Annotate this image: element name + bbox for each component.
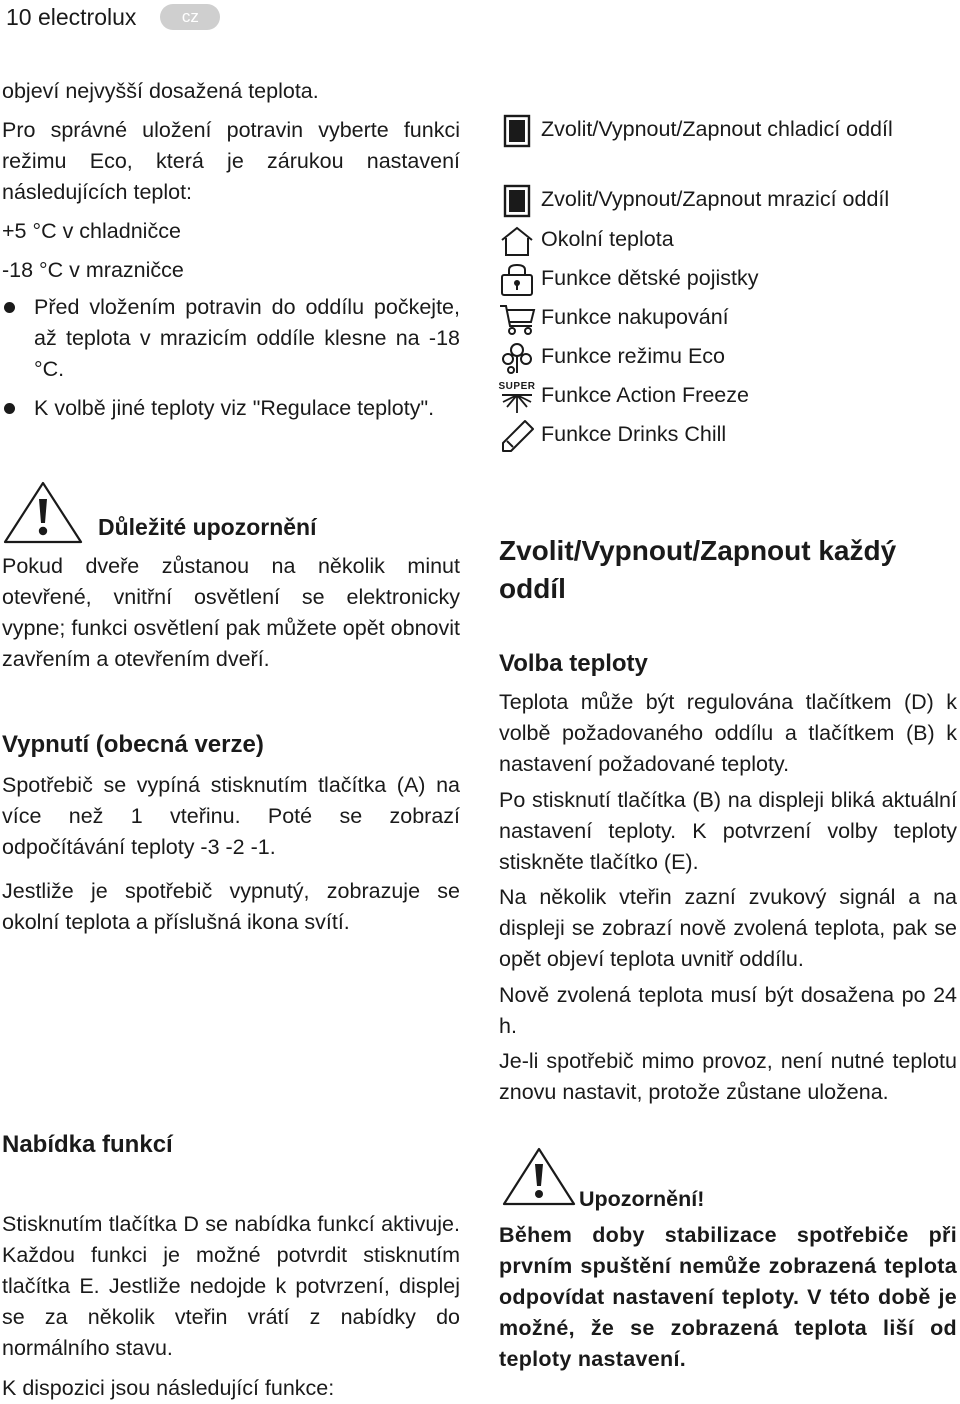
paragraph: Pro správné uložení potravin vyberte funkci režimu Eco, která je zárukou nastavení následujících teplot: — [2, 118, 460, 204]
paragraph: +5 °C v chladničce — [2, 219, 181, 243]
subsection-heading: Volba teploty — [499, 650, 648, 677]
warning-title: Důležité upozornění — [98, 514, 317, 540]
super-freeze-icon — [497, 380, 537, 414]
list-item-label: Okolní teplota — [541, 227, 674, 251]
list-item — [497, 224, 957, 258]
bullet-item: Před vložením potravin do oddílu počkejte, až teplota v mrazicím oddíle klesne na -18 °C. — [2, 292, 460, 385]
bullet-item: K volbě jiné teploty viz "Regulace teploty". — [2, 393, 460, 424]
paragraph: Je-li spotřebič mimo provoz, není nutné teplotu znovu nastavit, protože zůstane uložena. — [499, 1049, 957, 1104]
paragraph: Na několik vteřin zazní zvukový signál a na displeji se zobrazí nově zvolená teplota, pak se opět objeví teplota uvnitř oddílu. — [499, 885, 957, 971]
list-item — [497, 114, 957, 148]
list-item — [497, 302, 957, 336]
section-heading: Nabídka funkcí — [2, 1131, 173, 1158]
paragraph: Jestliže je spotřebič vypnutý, zobrazuje se okolní teplota a příslušná ikona svítí. — [2, 879, 460, 934]
list-item-label: Zvolit/Vypnout/Zapnout mrazicí oddíl — [541, 187, 890, 211]
warning-text: Pokud dveře zůstanou na několik minut otevřené, vnitřní osvětlení se elektronicky vypne; funkci osvětlení pak můžete opět obnovit zavřením a otevřením dveří. — [2, 554, 460, 671]
page-header — [6, 2, 220, 32]
page-number-label: 10 electrolux — [6, 3, 137, 30]
paragraph: -18 °C v mrazničce — [2, 258, 184, 282]
list-item-label: Funkce nakupování — [541, 305, 729, 329]
paragraph: Spotřebič se vypíná stisknutím tlačítka (A) na více než 1 vteřinu. Poté se zobrazí odpočítávání teploty -3 -2 -1. — [2, 773, 460, 859]
list-item-label: Funkce dětské pojistky — [541, 266, 759, 290]
paragraph: Nově zvolená teplota musí být dosažena po 24 h. — [499, 983, 957, 1038]
paragraph: Po stisknutí tlačítka (B) na displeji bliká aktuální nastavení teploty. K potvrzení volby teploty stiskněte tlačítko (E). — [499, 788, 957, 874]
warning-triangle-icon — [2, 480, 84, 551]
language-badge: cz — [160, 4, 220, 30]
fridge-compartment-icon — [497, 114, 537, 148]
section-heading: Vypnutí (obecná verze) — [2, 731, 264, 758]
list-item — [497, 419, 957, 453]
warning-text: Během doby stabilizace spotřebiče při prvním spuštění nemůže zobrazená teplota odpovídat nastavení teploty. V této době je možné, že se zobrazená teplota liší od teploty nastavení. — [499, 1223, 957, 1371]
list-item — [497, 341, 957, 375]
paragraph: objeví nejvyšší dosažená teplota. — [2, 79, 319, 103]
padlock-icon — [497, 263, 537, 297]
warning-title: Upozornění! — [579, 1187, 705, 1211]
list-item — [497, 184, 957, 218]
house-icon — [497, 224, 537, 258]
list-item-label: Funkce Drinks Chill — [541, 422, 727, 446]
section-heading: Zvolit/Vypnout/Zapnout každý oddíl — [499, 535, 897, 604]
freezer-compartment-icon — [497, 184, 537, 218]
list-item — [497, 263, 957, 297]
warning-triangle-icon — [501, 1146, 577, 1213]
list-item-label: Funkce Action Freeze — [541, 383, 749, 407]
bottle-icon — [497, 419, 537, 453]
super-label: SUPER — [498, 380, 536, 392]
list-item — [497, 380, 957, 414]
paragraph: Stisknutím tlačítka D se nabídka funkcí aktivuje. Každou funkci je možné potvrdit stisknutím tlačítka E. Jestliže nedojde k potvrzení, displej se za několik vteřin vrátí z nabídky do normálního stavu. — [2, 1212, 460, 1360]
paragraph: Teplota může být regulována tlačítkem (D) k volbě požadovaného oddílu a tlačítkem (B) k nastavení požadované teploty. — [499, 690, 957, 776]
list-item-label: Funkce režimu Eco — [541, 344, 726, 368]
shopping-cart-icon — [497, 302, 537, 336]
paragraph: K dispozici jsou následující funkce: — [2, 1376, 335, 1400]
eco-leaf-icon — [497, 341, 537, 375]
list-item-label: Zvolit/Vypnout/Zapnout chladicí oddíl — [541, 117, 893, 141]
